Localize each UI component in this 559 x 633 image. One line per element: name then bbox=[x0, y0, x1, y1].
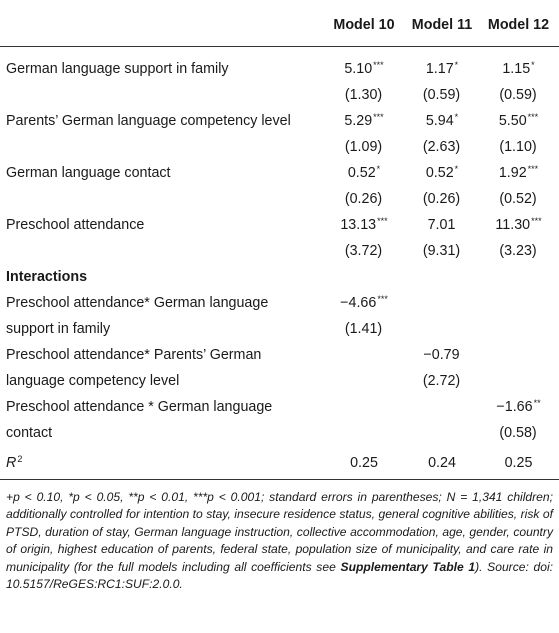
r-squared-model-12: 0.25 bbox=[504, 455, 533, 471]
cell-model-10 bbox=[322, 368, 406, 394]
cell-value: −0.79 bbox=[423, 347, 460, 363]
cell-model-11 bbox=[406, 56, 478, 82]
cell-model-12 bbox=[478, 420, 559, 446]
cell-value: (0.59) bbox=[422, 87, 461, 103]
row-label: Preschool attendance bbox=[6, 217, 145, 233]
cell-value: 1.92 bbox=[498, 165, 527, 181]
column-header-model-12: Model 12 bbox=[487, 17, 550, 33]
table-row bbox=[0, 56, 559, 82]
footnote-source: ). Source: doi: 10.5157/ReGES:RC1:SUF:2.0.0. bbox=[6, 559, 554, 592]
cell-value: (3.72) bbox=[344, 243, 383, 259]
significance-stars: * bbox=[454, 112, 459, 122]
cell-value: 0.52 bbox=[425, 165, 454, 181]
table-row bbox=[0, 420, 559, 446]
cell-model-11 bbox=[406, 212, 478, 238]
cell-model-12 bbox=[478, 368, 559, 394]
section-heading: Interactions bbox=[6, 269, 88, 285]
significance-stars: *** bbox=[373, 112, 384, 122]
table-row bbox=[0, 82, 559, 108]
cell-model-11 bbox=[406, 186, 478, 212]
cell-model-11 bbox=[406, 238, 478, 264]
cell-model-12 bbox=[478, 264, 559, 290]
cell-model-12 bbox=[478, 186, 559, 212]
cell-value: (0.26) bbox=[344, 191, 383, 207]
cell-value: (3.23) bbox=[499, 243, 537, 259]
cell-value: 1.17 bbox=[425, 61, 454, 77]
significance-stars: * bbox=[454, 164, 459, 174]
cell-value: (1.41) bbox=[344, 321, 383, 337]
r-squared-row bbox=[0, 450, 559, 476]
cell-value: (0.59) bbox=[499, 87, 537, 103]
cell-model-10 bbox=[322, 342, 406, 368]
cell-model-11 bbox=[406, 108, 478, 134]
cell-value: 0.52 bbox=[347, 165, 376, 181]
footnote-text: +p < 0.10, *p < 0.05, **p < 0.01, ***p < 0.001; standard errors in parentheses; N = 1,341 children; additionally controlled for intention to stay, insecure residence status, general cognitive abilities, risk of PTSD, duration of stay, German language instruction, collective accommodation, age, gender, country of origin, highest education of parents, federal state, population size of municipality, and care rate in municipality (for the full models including all coefficients see bbox=[6, 490, 553, 574]
cell-value: (0.26) bbox=[422, 191, 461, 207]
table-row bbox=[0, 108, 559, 134]
table-row bbox=[0, 212, 559, 238]
cell-model-11 bbox=[406, 134, 478, 160]
row-label: Parents’ German language competency level bbox=[6, 113, 291, 129]
cell-value: (2.72) bbox=[422, 373, 461, 389]
cell-value: −1.66 bbox=[496, 399, 533, 415]
significance-stars: *** bbox=[527, 112, 539, 122]
column-header-model-10: Model 10 bbox=[333, 17, 395, 33]
significance-stars: *** bbox=[377, 216, 388, 226]
significance-stars: * bbox=[454, 60, 459, 70]
cell-value: −4.66 bbox=[340, 295, 377, 311]
cell-value: (2.63) bbox=[422, 139, 461, 155]
cell-model-10 bbox=[322, 56, 406, 82]
section-heading-row bbox=[0, 264, 559, 290]
row-label: contact bbox=[6, 425, 53, 441]
cell-value: (0.52) bbox=[499, 191, 537, 207]
cell-model-12 bbox=[478, 108, 559, 134]
cell-model-11 bbox=[406, 394, 478, 420]
cell-model-12 bbox=[478, 160, 559, 186]
cell-value: (9.31) bbox=[422, 243, 461, 259]
cell-value: 1.15 bbox=[502, 61, 531, 77]
table-row bbox=[0, 394, 559, 420]
cell-model-10 bbox=[322, 134, 406, 160]
table-row bbox=[0, 186, 559, 212]
cell-model-10 bbox=[322, 212, 406, 238]
significance-stars: *** bbox=[373, 60, 384, 70]
cell-model-10 bbox=[322, 160, 406, 186]
bottom-rule bbox=[0, 479, 559, 480]
row-label: Preschool attendance* German language bbox=[6, 295, 269, 311]
cell-value: (0.58) bbox=[499, 425, 537, 441]
cell-model-12 bbox=[478, 290, 559, 316]
significance-stars: * bbox=[376, 164, 381, 174]
cell-model-10 bbox=[322, 394, 406, 420]
cell-model-11 bbox=[406, 420, 478, 446]
cell-model-10 bbox=[322, 316, 406, 342]
cell-model-10 bbox=[322, 238, 406, 264]
significance-stars: * bbox=[531, 60, 535, 70]
cell-model-12 bbox=[478, 82, 559, 108]
cell-value: 5.50 bbox=[498, 113, 527, 129]
row-label: support in family bbox=[6, 321, 111, 337]
cell-model-12 bbox=[478, 316, 559, 342]
cell-model-10 bbox=[322, 420, 406, 446]
table-row bbox=[0, 160, 559, 186]
r-squared-model-10: 0.25 bbox=[350, 455, 378, 471]
cell-value: 7.01 bbox=[427, 217, 456, 233]
table-row bbox=[0, 316, 559, 342]
header-row bbox=[0, 12, 559, 38]
row-label: language competency level bbox=[6, 373, 180, 389]
significance-stars: *** bbox=[531, 216, 542, 226]
cell-model-12 bbox=[478, 394, 559, 420]
cell-model-12 bbox=[478, 134, 559, 160]
significance-stars: *** bbox=[527, 164, 539, 174]
cell-model-12 bbox=[478, 238, 559, 264]
table-row bbox=[0, 368, 559, 394]
cell-model-12 bbox=[478, 342, 559, 368]
cell-value: 5.29 bbox=[344, 113, 373, 129]
cell-value: 5.94 bbox=[425, 113, 454, 129]
row-label: German language support in family bbox=[6, 61, 229, 77]
column-header-model-11: Model 11 bbox=[411, 17, 473, 33]
table-row bbox=[0, 134, 559, 160]
cell-model-11 bbox=[406, 160, 478, 186]
cell-value: 5.10 bbox=[344, 61, 373, 77]
cell-model-11 bbox=[406, 316, 478, 342]
cell-value: (1.10) bbox=[499, 139, 537, 155]
significance-stars: ** bbox=[533, 398, 541, 408]
row-label: Preschool attendance * German language bbox=[6, 399, 273, 415]
table-footnote bbox=[6, 489, 553, 593]
significance-stars: *** bbox=[377, 294, 388, 304]
table-row bbox=[0, 342, 559, 368]
row-label: Preschool attendance* Parents’ German bbox=[6, 347, 262, 363]
supplementary-table-link[interactable]: Supplementary Table 1 bbox=[340, 559, 476, 574]
row-label: German language contact bbox=[6, 165, 171, 181]
cell-model-11 bbox=[406, 368, 478, 394]
table-row bbox=[0, 238, 559, 264]
cell-value: 11.30 bbox=[495, 217, 531, 233]
cell-model-11 bbox=[406, 264, 478, 290]
cell-model-12 bbox=[478, 56, 559, 82]
header-rule bbox=[0, 46, 559, 47]
r-squared-label: $R^2$ bbox=[6, 454, 23, 471]
cell-model-11 bbox=[406, 82, 478, 108]
cell-model-10 bbox=[322, 264, 406, 290]
cell-model-10 bbox=[322, 82, 406, 108]
table-row bbox=[0, 290, 559, 316]
cell-model-11 bbox=[406, 290, 478, 316]
cell-model-12 bbox=[478, 212, 559, 238]
cell-model-11 bbox=[406, 342, 478, 368]
cell-value: (1.09) bbox=[344, 139, 383, 155]
r-squared-model-11: 0.24 bbox=[428, 455, 456, 471]
cell-model-10 bbox=[322, 108, 406, 134]
cell-model-10 bbox=[322, 186, 406, 212]
cell-value: 13.13 bbox=[340, 217, 377, 233]
cell-value: (1.30) bbox=[344, 87, 383, 103]
cell-model-10 bbox=[322, 290, 406, 316]
